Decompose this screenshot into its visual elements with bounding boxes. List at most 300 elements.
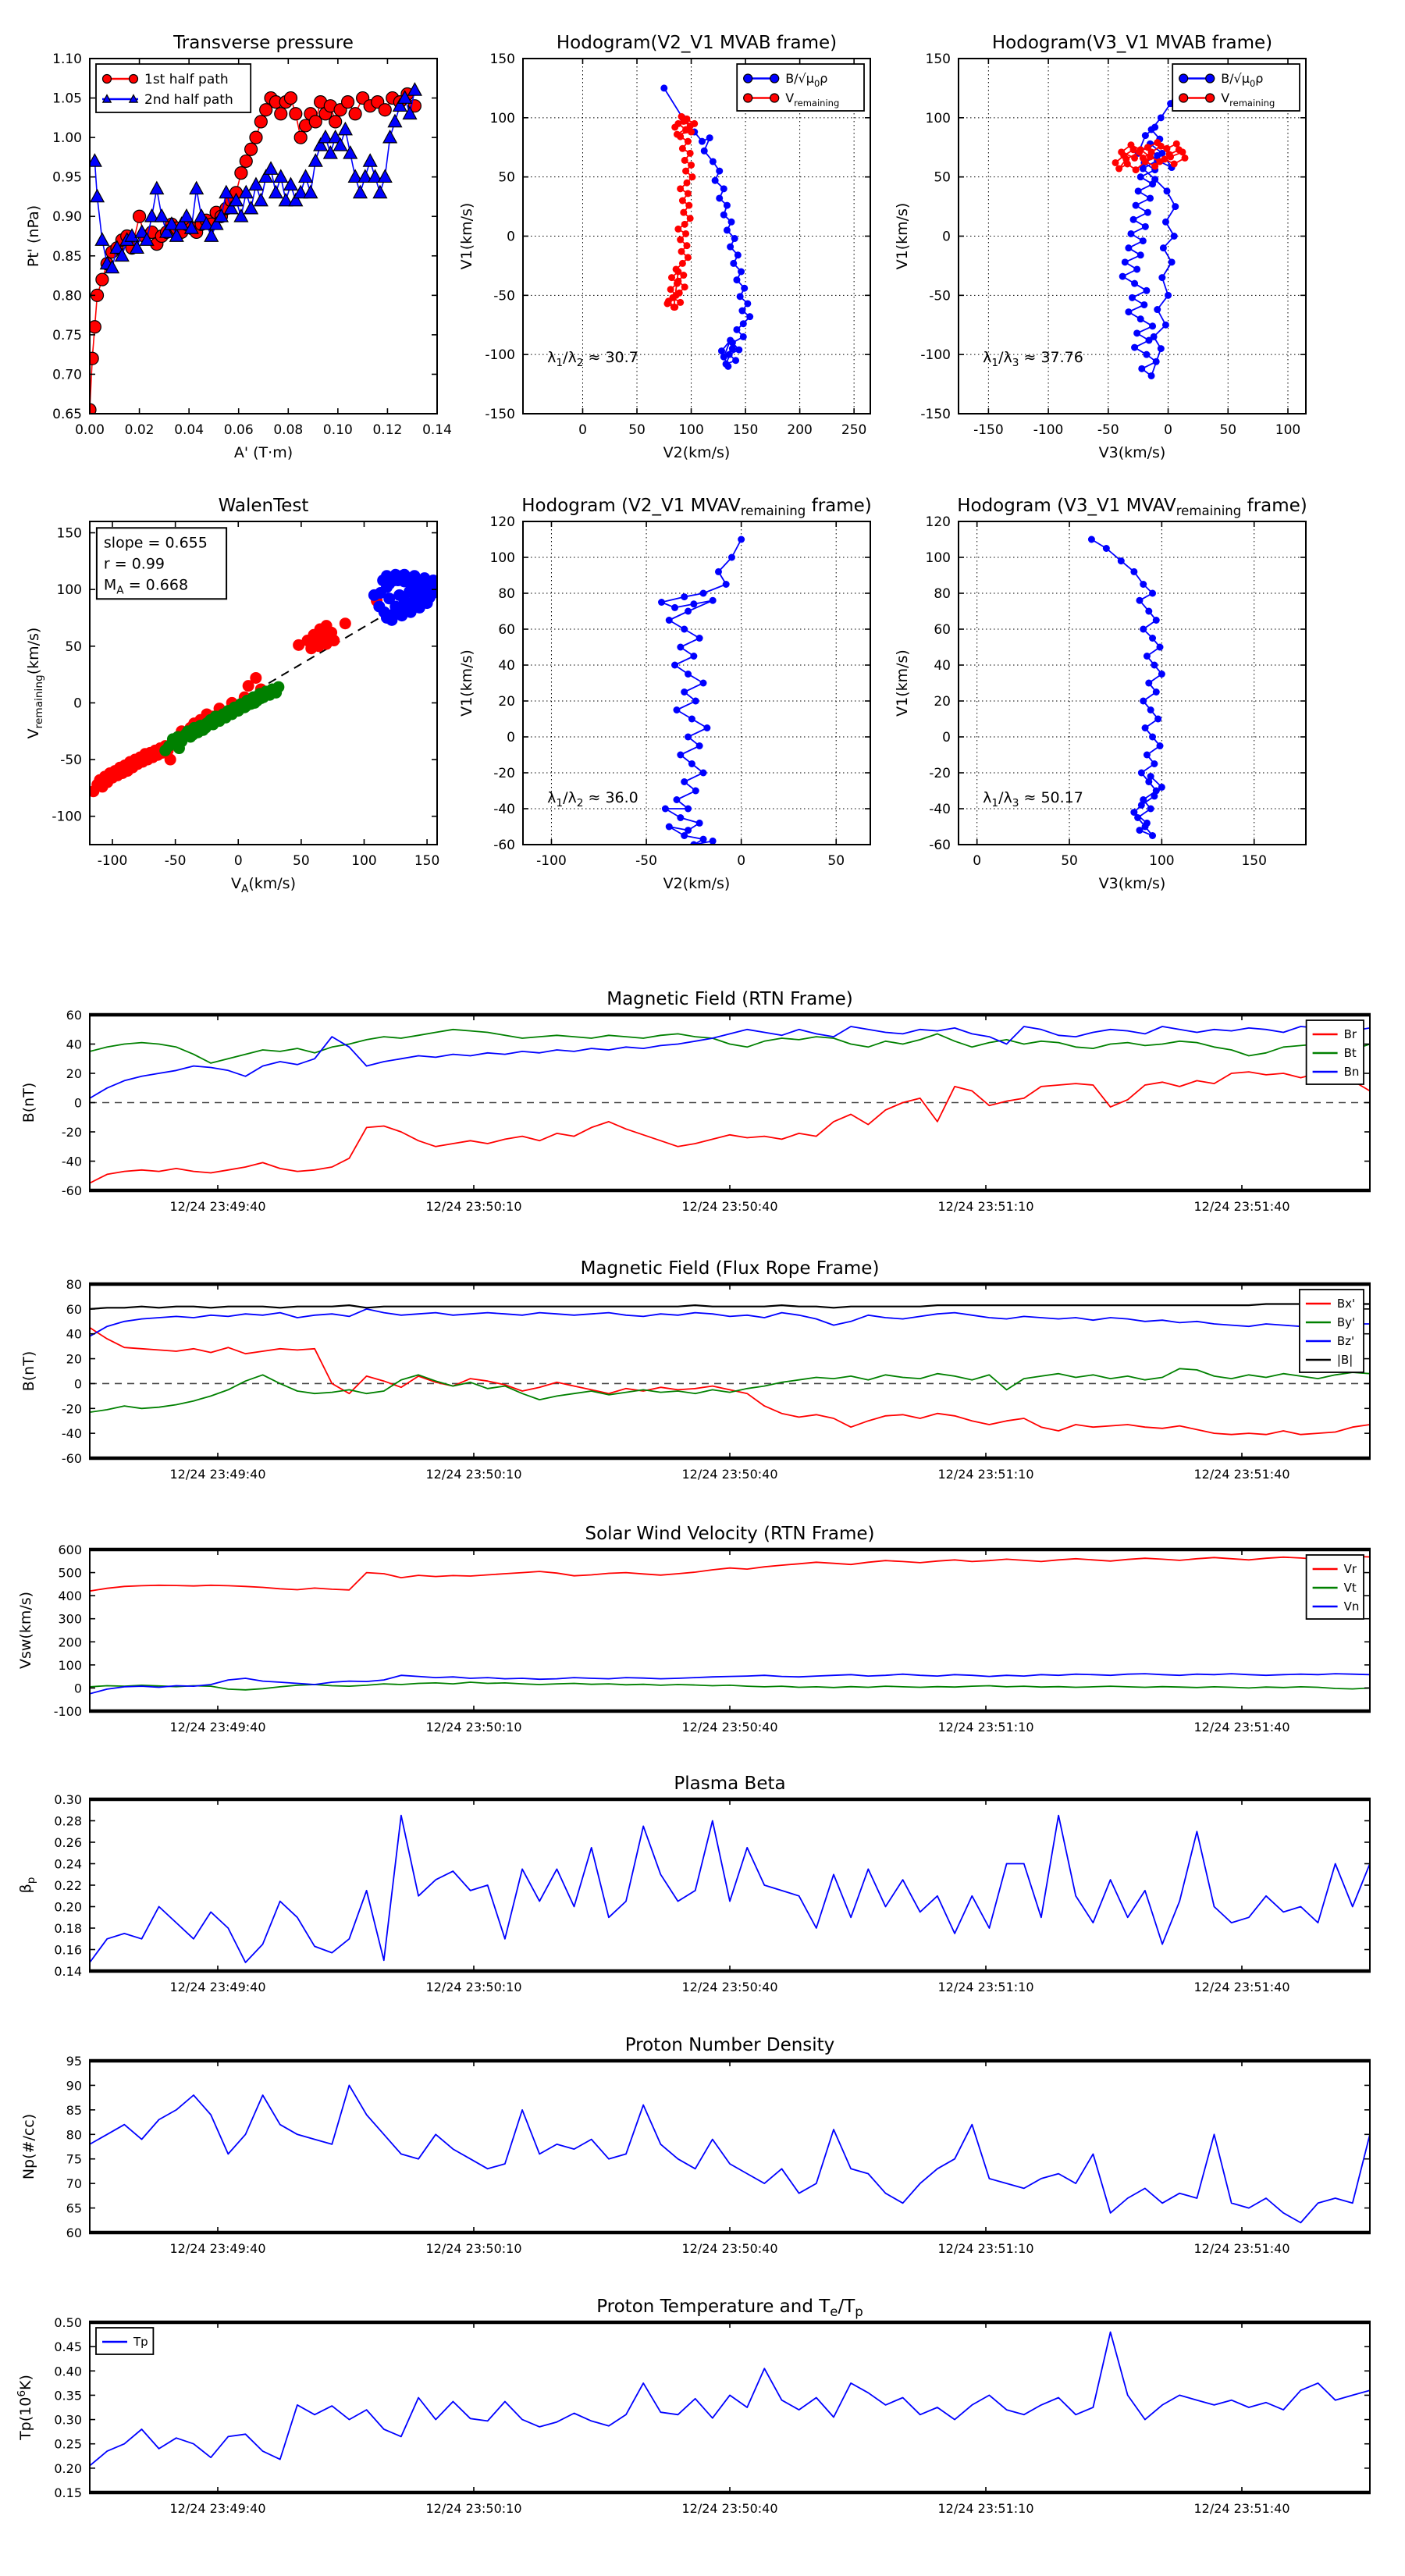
tspan: |B| bbox=[1336, 1353, 1353, 1368]
marker-circle bbox=[329, 116, 342, 128]
marker-circle bbox=[340, 617, 351, 629]
marker-circle bbox=[230, 704, 242, 716]
tspan: Proton Temperature and T bbox=[596, 2297, 831, 2317]
y-tick-label: 0.28 bbox=[54, 1813, 82, 1829]
marker-circle bbox=[1151, 662, 1158, 669]
marker-triangle bbox=[388, 115, 401, 127]
series-layer bbox=[84, 83, 422, 416]
marker-circle bbox=[710, 597, 717, 604]
series-line bbox=[1091, 539, 1161, 836]
marker-circle bbox=[1138, 802, 1145, 809]
series-walen-green bbox=[159, 681, 284, 756]
x-axis-label bbox=[1099, 875, 1166, 892]
marker-circle bbox=[1138, 770, 1145, 777]
y-tick-label: 90 bbox=[66, 2078, 82, 2094]
y-tick-label: 70 bbox=[66, 2176, 82, 2192]
chart-title bbox=[557, 33, 837, 53]
marker-circle bbox=[666, 617, 673, 624]
marker-circle bbox=[677, 752, 684, 759]
marker-triangle bbox=[91, 190, 104, 202]
marker-circle bbox=[685, 671, 692, 678]
y-tick-label: 100 bbox=[489, 550, 515, 566]
marker-circle bbox=[696, 820, 703, 827]
tspan: A bbox=[241, 883, 249, 895]
marker-circle bbox=[727, 336, 734, 343]
marker-circle bbox=[1153, 358, 1160, 365]
tspan: λ bbox=[547, 349, 557, 367]
x-tick-label: 0 bbox=[578, 422, 587, 438]
marker-circle bbox=[1137, 251, 1144, 258]
series-layer bbox=[658, 536, 745, 849]
tspan: V bbox=[231, 875, 241, 892]
marker-circle bbox=[710, 838, 717, 845]
annotation-text bbox=[983, 349, 1083, 369]
tspan: Br bbox=[1343, 1027, 1357, 1042]
tick-marks bbox=[90, 1284, 1370, 1458]
marker-triangle bbox=[269, 186, 283, 198]
marker-circle bbox=[375, 587, 386, 599]
chart-walen-test bbox=[25, 496, 439, 895]
tspan: /T bbox=[838, 2297, 855, 2317]
y-tick-label: 0.22 bbox=[54, 1878, 82, 1893]
marker-circle bbox=[674, 280, 681, 287]
series-Tp bbox=[90, 2332, 1370, 2466]
x-tick-label: 200 bbox=[787, 422, 813, 438]
tspan: Bn bbox=[1343, 1065, 1360, 1080]
marker-triangle bbox=[254, 194, 268, 206]
marker-circle bbox=[671, 662, 678, 669]
tspan: frame) bbox=[1241, 496, 1307, 516]
axes-frame bbox=[90, 2322, 1370, 2492]
x-axis-label bbox=[234, 444, 293, 461]
tspan: 2 bbox=[576, 797, 584, 810]
y-tick-label: 0.30 bbox=[54, 2412, 82, 2428]
marker-circle bbox=[741, 285, 748, 292]
y-tick-label: 600 bbox=[58, 1542, 82, 1557]
marker-circle bbox=[679, 260, 686, 267]
tick-labels bbox=[926, 514, 1267, 869]
tspan: 3 bbox=[1012, 797, 1019, 810]
y-tick-label: 100 bbox=[58, 1657, 82, 1673]
chart-solar-wind-velocity-rtn bbox=[17, 1524, 1371, 1735]
tspan: (km/s) bbox=[25, 627, 42, 675]
marker-circle bbox=[342, 96, 354, 109]
marker-circle bbox=[692, 788, 699, 795]
marker-circle bbox=[679, 145, 686, 152]
x-tick-label: 100 bbox=[1275, 422, 1301, 438]
series-layer bbox=[90, 1557, 1370, 1694]
y-tick-label: 100 bbox=[489, 110, 515, 126]
marker-circle bbox=[1133, 329, 1140, 336]
marker-circle bbox=[667, 286, 674, 293]
y-axis-label bbox=[20, 1351, 37, 1392]
series-Vt bbox=[90, 1682, 1370, 1690]
marker-circle bbox=[1138, 365, 1145, 372]
marker-circle bbox=[668, 274, 675, 281]
y-axis-label bbox=[894, 203, 911, 270]
y-tick-label: 0 bbox=[507, 229, 515, 245]
marker-circle bbox=[1118, 557, 1125, 564]
series-v-trace bbox=[658, 536, 745, 849]
tspan: Hodogram (V3_V1 MVAV bbox=[957, 496, 1176, 516]
marker-circle bbox=[173, 742, 185, 754]
chart-title bbox=[173, 33, 354, 53]
chart-title bbox=[957, 496, 1307, 518]
series-line bbox=[90, 1026, 1370, 1098]
y-tick-label: 0.65 bbox=[52, 407, 82, 422]
marker-circle bbox=[1130, 809, 1137, 816]
axes-frame bbox=[90, 2061, 1370, 2233]
marker-circle bbox=[1142, 223, 1149, 230]
y-tick-label: 0.15 bbox=[54, 2485, 82, 2500]
tspan: V3(km/s) bbox=[1098, 444, 1166, 461]
marker-circle bbox=[663, 300, 670, 307]
x-tick-label: 150 bbox=[414, 853, 440, 869]
marker-circle bbox=[735, 347, 742, 354]
series-B-alfven bbox=[1119, 84, 1182, 379]
series-layer bbox=[660, 84, 753, 369]
series-walen-blue bbox=[368, 569, 439, 626]
x-tick-label: 150 bbox=[732, 422, 759, 438]
y-tick-label: 100 bbox=[56, 582, 82, 599]
y-tick-label: 60 bbox=[66, 2226, 82, 2240]
tspan: By' bbox=[1336, 1315, 1356, 1330]
x-tick-label: -50 bbox=[635, 853, 657, 869]
marker-circle bbox=[728, 554, 735, 561]
y-tick-label: -100 bbox=[53, 1704, 82, 1719]
marker-circle bbox=[678, 113, 685, 120]
y-tick-label: 0.40 bbox=[54, 2364, 82, 2379]
marker-circle bbox=[1122, 155, 1129, 162]
marker-circle bbox=[1157, 644, 1164, 651]
series-layer bbox=[90, 1026, 1370, 1183]
series-line bbox=[90, 1328, 1370, 1435]
marker-circle bbox=[666, 824, 673, 831]
marker-circle bbox=[393, 589, 405, 601]
x-tick-label: 12/24 23:50:10 bbox=[425, 1467, 522, 1482]
x-tick-label: 12/24 23:51:40 bbox=[1193, 1720, 1290, 1735]
marker-triangle bbox=[379, 170, 392, 183]
x-tick-label: 50 bbox=[628, 422, 646, 438]
marker-circle bbox=[1165, 292, 1172, 299]
marker-circle bbox=[688, 173, 695, 180]
series-line bbox=[90, 1674, 1370, 1694]
y-tick-label: 0 bbox=[73, 1095, 82, 1111]
annotation-text bbox=[983, 789, 1083, 809]
tick-marks bbox=[90, 1799, 1370, 1971]
x-tick-label: 100 bbox=[678, 422, 704, 438]
series-Br bbox=[90, 1072, 1370, 1183]
legend-label bbox=[1344, 1027, 1357, 1041]
series-Bn bbox=[90, 1026, 1370, 1098]
marker-circle bbox=[1125, 244, 1132, 251]
marker-circle bbox=[1127, 230, 1134, 237]
x-tick-label: 0.08 bbox=[273, 422, 304, 438]
tspan: 1st half path bbox=[144, 71, 229, 87]
y-tick-label: 0.26 bbox=[54, 1835, 82, 1850]
marker-circle bbox=[727, 244, 734, 251]
tspan: ρ bbox=[1255, 70, 1264, 86]
marker-circle bbox=[685, 608, 692, 615]
y-tick-label: 0 bbox=[73, 1376, 82, 1392]
marker-circle bbox=[275, 108, 287, 120]
tspan: /λ bbox=[563, 349, 577, 367]
series-line bbox=[90, 1304, 1370, 1309]
axes-frame bbox=[90, 1799, 1370, 1971]
x-tick-label: 0.12 bbox=[372, 422, 403, 438]
tspan: Vsw(km/s) bbox=[17, 1591, 34, 1670]
legend-label bbox=[1344, 1599, 1360, 1614]
marker-circle bbox=[685, 734, 692, 741]
marker-circle bbox=[1140, 301, 1147, 308]
tspan: Bt bbox=[1343, 1046, 1357, 1061]
marker-circle bbox=[1143, 351, 1150, 358]
marker-circle bbox=[96, 273, 108, 286]
legend bbox=[96, 2328, 153, 2354]
marker-circle bbox=[662, 806, 669, 813]
x-tick-label: 12/24 23:49:40 bbox=[169, 2501, 266, 2516]
y-tick-label: 60 bbox=[66, 1008, 82, 1023]
x-tick-label: 0.04 bbox=[174, 422, 205, 438]
y-tick-label: -50 bbox=[493, 288, 515, 304]
y-tick-label: -60 bbox=[61, 1183, 82, 1198]
y-axis-label bbox=[25, 205, 42, 267]
y-tick-label: 100 bbox=[925, 110, 951, 126]
marker-circle bbox=[744, 94, 752, 102]
tspan: V bbox=[1221, 90, 1230, 105]
marker-circle bbox=[1156, 158, 1163, 165]
marker-circle bbox=[1147, 706, 1154, 713]
marker-circle bbox=[1179, 74, 1188, 83]
x-tick-label: 12/24 23:50:10 bbox=[425, 1980, 522, 1994]
x-tick-label: 12/24 23:51:10 bbox=[937, 1720, 1034, 1735]
series-Vn bbox=[90, 1674, 1370, 1694]
marker-circle bbox=[1157, 742, 1164, 749]
y-tick-label: -60 bbox=[493, 838, 515, 853]
tspan: remaining bbox=[1176, 503, 1242, 518]
tspan: 2 bbox=[576, 357, 584, 370]
y-tick-label: 40 bbox=[498, 658, 515, 674]
stats-textbox bbox=[97, 528, 226, 599]
tick-marks bbox=[90, 2322, 1370, 2492]
marker-circle bbox=[1172, 203, 1179, 210]
x-tick-label: 0 bbox=[973, 853, 982, 869]
marker-circle bbox=[678, 248, 685, 255]
chart-hodogram-v3v1-mvav bbox=[894, 496, 1307, 892]
y-tick-label: 0 bbox=[73, 696, 82, 712]
legend-label bbox=[1344, 1046, 1357, 1060]
marker-circle bbox=[290, 108, 302, 120]
tspan: 1 bbox=[991, 357, 999, 370]
marker-circle bbox=[1118, 148, 1125, 155]
tick-labels bbox=[66, 2054, 1290, 2256]
tspan: Solar Wind Velocity (RTN Frame) bbox=[585, 1524, 875, 1544]
marker-circle bbox=[1140, 237, 1147, 244]
marker-circle bbox=[1144, 144, 1151, 151]
marker-circle bbox=[254, 116, 267, 128]
y-tick-label: 85 bbox=[66, 2102, 82, 2118]
y-tick-label: -60 bbox=[929, 838, 951, 853]
series-line bbox=[90, 2085, 1370, 2222]
marker-circle bbox=[696, 635, 703, 642]
marker-circle bbox=[1151, 792, 1158, 799]
marker-circle bbox=[740, 320, 747, 327]
y-tick-label: -150 bbox=[485, 407, 515, 422]
series-line bbox=[90, 1816, 1370, 1962]
marker-triangle bbox=[155, 209, 169, 222]
x-tick-label: 12/24 23:49:40 bbox=[169, 1720, 266, 1735]
marker-circle bbox=[1145, 608, 1152, 615]
y-tick-label: 40 bbox=[934, 658, 951, 674]
marker-circle bbox=[1130, 568, 1137, 575]
series-layer bbox=[90, 1304, 1370, 1435]
series-layer bbox=[90, 1816, 1370, 1962]
x-tick-label: 12/24 23:49:40 bbox=[169, 2241, 266, 2256]
marker-circle bbox=[1130, 216, 1137, 223]
chart-title bbox=[606, 989, 853, 1009]
marker-circle bbox=[703, 724, 710, 731]
tspan: remaining bbox=[794, 97, 840, 109]
marker-circle bbox=[732, 357, 739, 364]
series-line bbox=[90, 2332, 1370, 2466]
legend-label bbox=[144, 72, 229, 87]
marker-circle bbox=[737, 293, 744, 300]
x-tick-label: 12/24 23:50:40 bbox=[681, 1980, 778, 1994]
y-tick-label: 50 bbox=[65, 639, 82, 655]
y-tick-label: 0 bbox=[507, 730, 515, 745]
tspan: V3(km/s) bbox=[1098, 875, 1166, 892]
tick-labels bbox=[62, 1277, 1290, 1482]
tick-marks bbox=[90, 2061, 1370, 2233]
tspan: B/√μ bbox=[785, 70, 814, 86]
marker-circle bbox=[1122, 258, 1129, 265]
marker-circle bbox=[1144, 209, 1151, 216]
y-tick-label: 150 bbox=[489, 52, 515, 67]
marker-circle bbox=[681, 283, 688, 290]
marker-circle bbox=[1145, 680, 1152, 687]
marker-circle bbox=[720, 185, 727, 192]
x-tick-label: 50 bbox=[1061, 853, 1078, 869]
marker-circle bbox=[1149, 322, 1156, 329]
series-v-trace bbox=[1088, 536, 1165, 840]
marker-triangle bbox=[264, 162, 277, 175]
marker-circle bbox=[1140, 698, 1147, 705]
marker-circle bbox=[677, 133, 684, 141]
marker-circle bbox=[1206, 94, 1215, 102]
marker-circle bbox=[681, 778, 688, 785]
tspan: Tp bbox=[133, 2335, 148, 2350]
marker-circle bbox=[133, 210, 146, 222]
marker-circle bbox=[1144, 752, 1151, 759]
chart-title bbox=[625, 2035, 835, 2055]
tspan: /λ bbox=[998, 349, 1012, 367]
y-tick-label: 60 bbox=[66, 1301, 82, 1317]
y-tick-label: 80 bbox=[934, 586, 951, 602]
marker-triangle bbox=[95, 233, 108, 246]
tspan: frame) bbox=[806, 496, 872, 516]
y-tick-label: 0.24 bbox=[54, 1856, 82, 1872]
y-tick-label: 0.95 bbox=[52, 169, 82, 186]
marker-circle bbox=[1147, 194, 1154, 201]
marker-circle bbox=[1171, 233, 1178, 240]
legend-label bbox=[1344, 1562, 1357, 1576]
marker-circle bbox=[1179, 94, 1188, 102]
y-tick-label: 100 bbox=[925, 550, 951, 566]
y-tick-label: 0.80 bbox=[52, 288, 82, 304]
tspan: remaining bbox=[740, 503, 806, 518]
y-tick-label: -20 bbox=[61, 1401, 82, 1417]
x-axis-label bbox=[1099, 444, 1166, 461]
marker-circle bbox=[685, 254, 692, 261]
marker-circle bbox=[1158, 784, 1165, 791]
chart-title bbox=[521, 496, 872, 518]
y-tick-label: -100 bbox=[52, 809, 82, 825]
tspan: 3 bbox=[1012, 357, 1019, 370]
tspan: p bbox=[855, 2304, 863, 2319]
marker-circle bbox=[715, 568, 722, 575]
marker-circle bbox=[328, 635, 340, 646]
marker-circle bbox=[1133, 202, 1140, 209]
chart-hodogram-v2v1-mvav bbox=[458, 496, 872, 892]
marker-circle bbox=[1164, 145, 1171, 152]
marker-circle bbox=[1148, 372, 1155, 379]
marker-circle bbox=[700, 680, 707, 687]
series-line bbox=[90, 1309, 1370, 1336]
tspan: λ bbox=[983, 789, 992, 807]
y-tick-label: 20 bbox=[66, 1351, 82, 1367]
marker-circle bbox=[677, 299, 684, 306]
marker-circle bbox=[1167, 153, 1174, 160]
y-tick-label: 0.85 bbox=[52, 248, 82, 265]
marker-circle bbox=[685, 202, 692, 209]
x-tick-label: 12/24 23:50:10 bbox=[425, 1720, 522, 1735]
y-tick-label: 0.14 bbox=[54, 1964, 82, 1979]
tspan: /λ bbox=[563, 789, 577, 807]
marker-circle bbox=[740, 333, 747, 340]
tspan: 0 bbox=[813, 77, 820, 89]
marker-circle bbox=[680, 209, 687, 216]
marker-circle bbox=[1136, 827, 1143, 834]
chart-transverse-pressure bbox=[25, 33, 452, 461]
marker-circle bbox=[1115, 165, 1122, 173]
y-axis-label bbox=[458, 203, 475, 270]
marker-circle bbox=[1131, 155, 1138, 162]
marker-triangle bbox=[309, 154, 322, 166]
x-tick-label: 12/24 23:51:40 bbox=[1193, 1467, 1290, 1482]
legend bbox=[1300, 1290, 1364, 1372]
marker-circle bbox=[1162, 322, 1169, 329]
x-tick-label: 12/24 23:51:40 bbox=[1193, 1199, 1290, 1214]
marker-circle bbox=[404, 586, 415, 598]
tspan: Magnetic Field (Flux Rope Frame) bbox=[580, 1258, 880, 1279]
axes-frame bbox=[90, 1284, 1370, 1458]
marker-circle bbox=[243, 680, 254, 692]
marker-circle bbox=[699, 138, 706, 145]
y-tick-label: 0.25 bbox=[54, 2436, 82, 2452]
marker-circle bbox=[1149, 635, 1156, 642]
y-tick-label: 120 bbox=[925, 514, 951, 530]
marker-circle bbox=[673, 796, 680, 803]
x-tick-label: 12/24 23:51:10 bbox=[937, 1980, 1034, 1994]
marker-circle bbox=[677, 814, 684, 821]
legend-label bbox=[1337, 1353, 1353, 1367]
tspan: p bbox=[25, 1877, 37, 1884]
series-Np bbox=[90, 2085, 1370, 2222]
tspan: V2(km/s) bbox=[663, 444, 731, 461]
marker-circle bbox=[373, 600, 385, 612]
marker-triangle bbox=[205, 229, 218, 242]
y-tick-label: 50 bbox=[934, 169, 951, 186]
